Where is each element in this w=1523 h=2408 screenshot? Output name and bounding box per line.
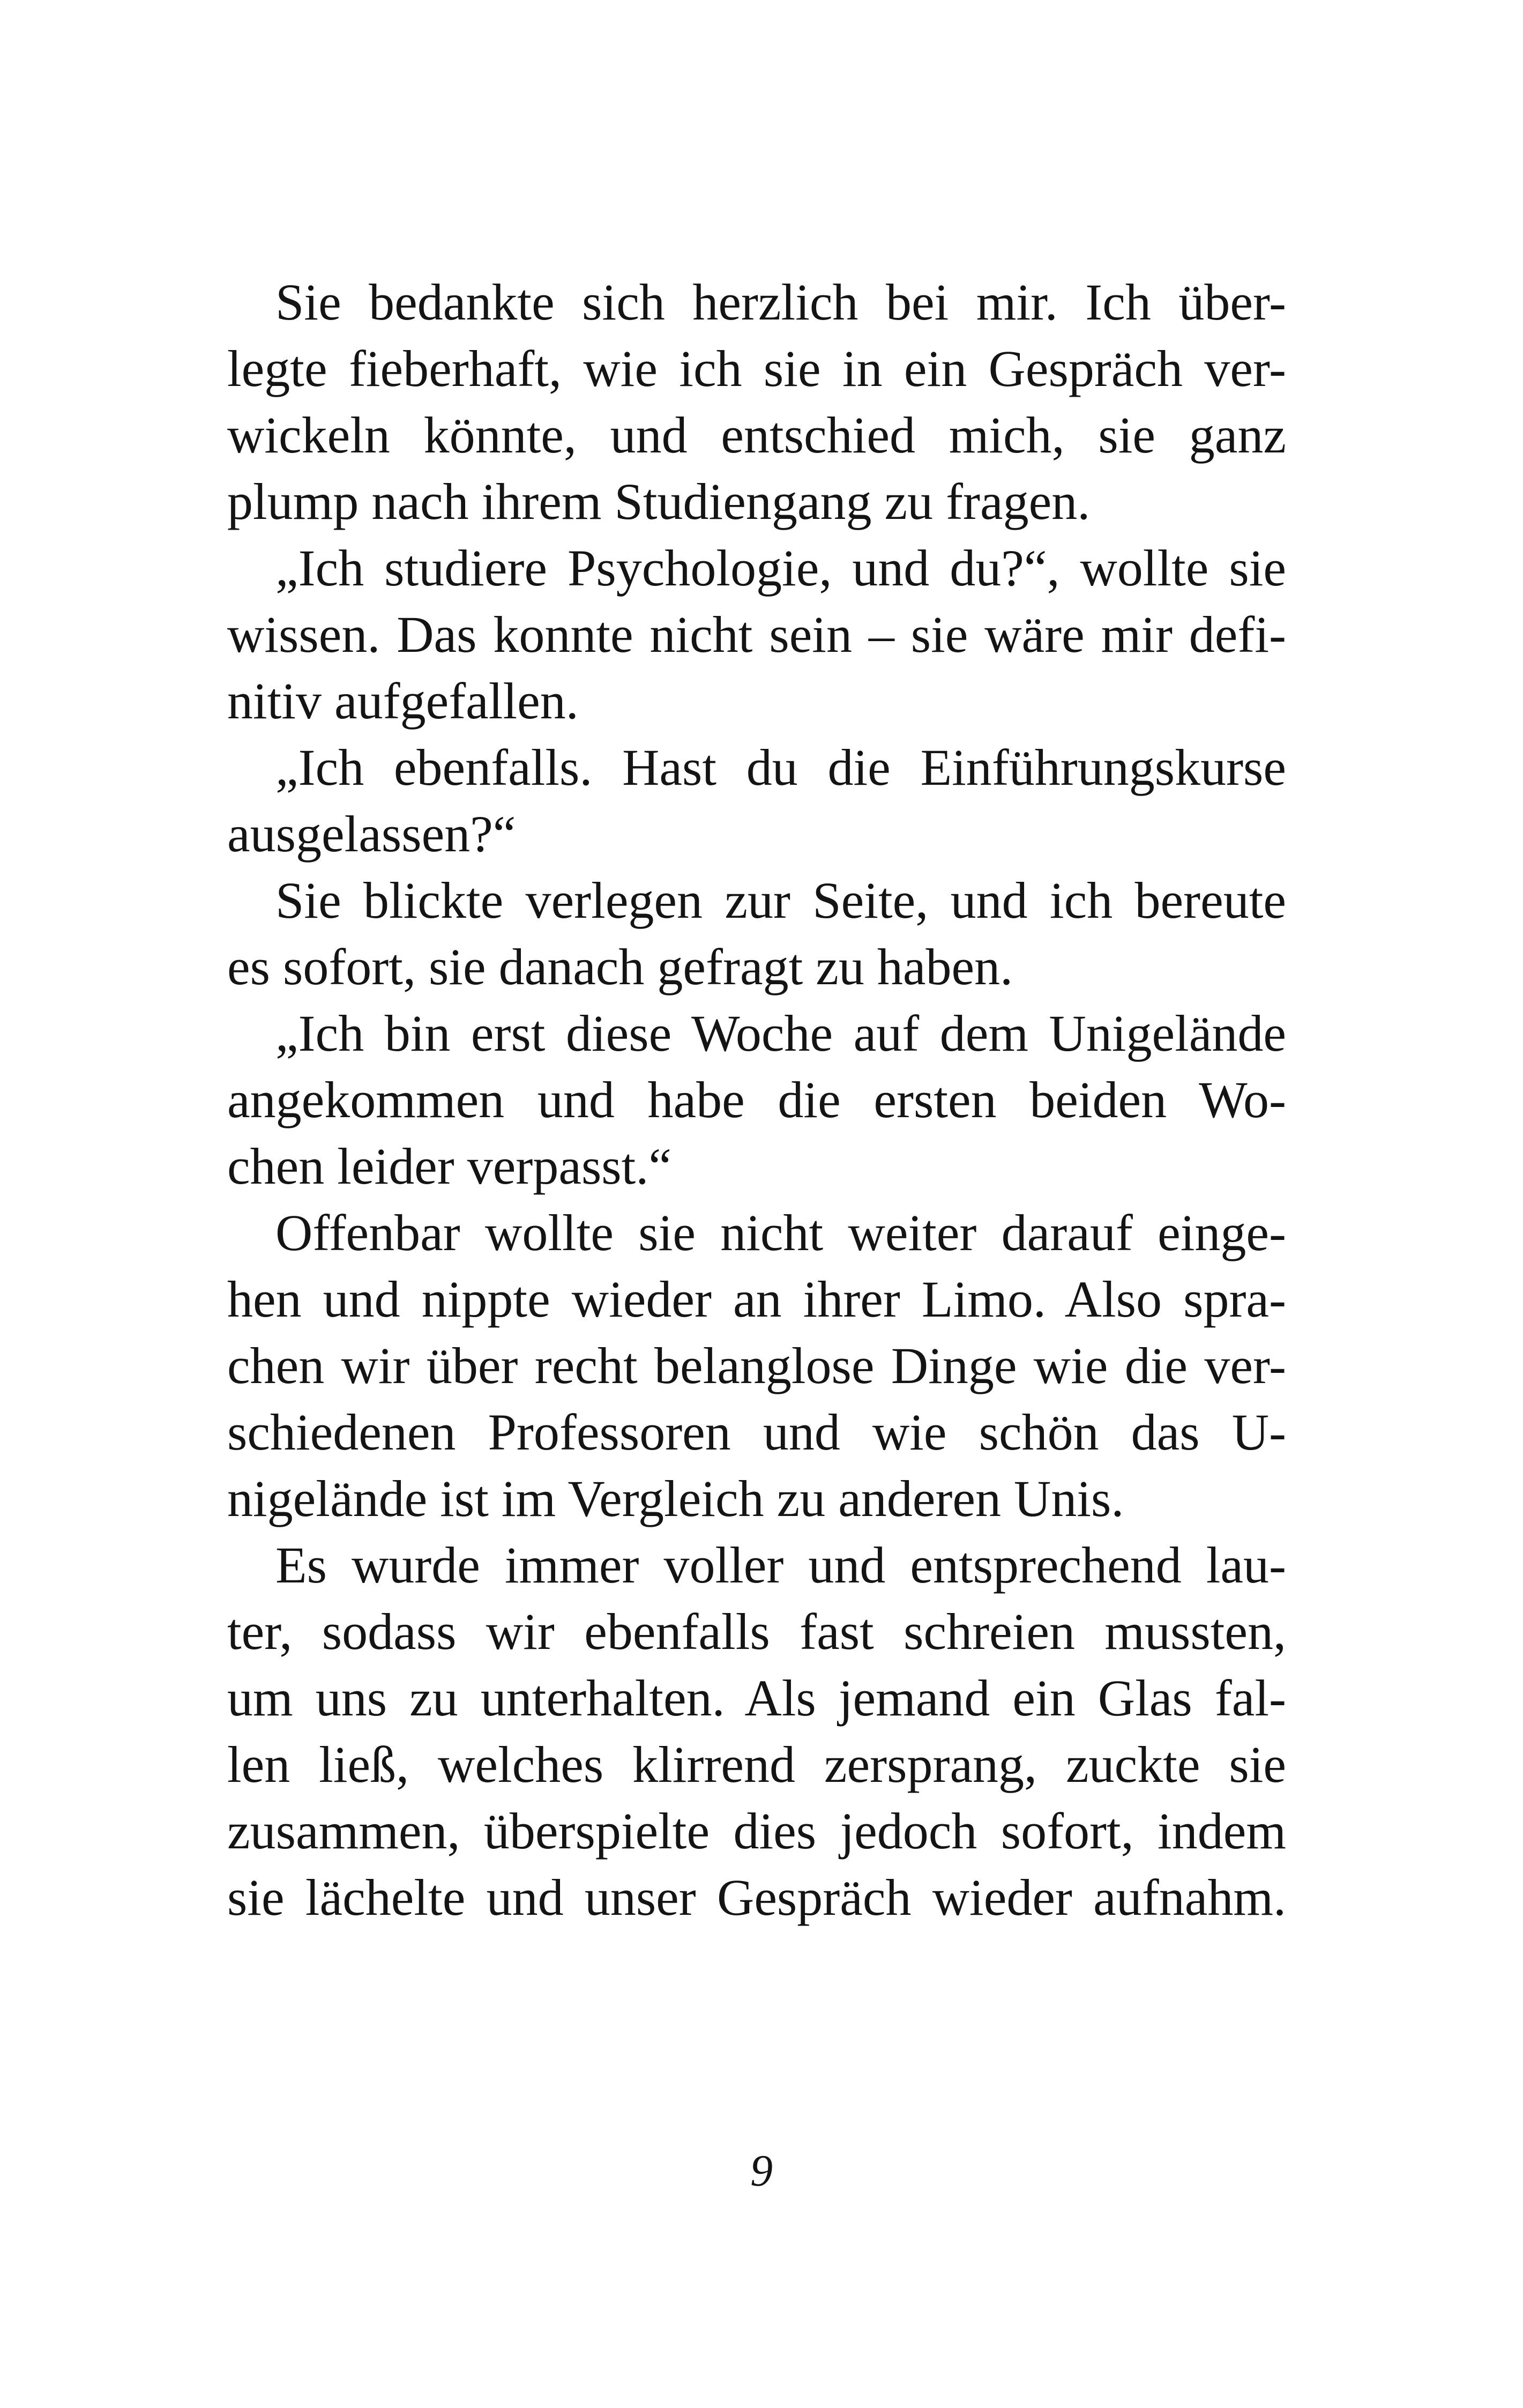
text-line: sie lächelte und unser Gespräch wieder aufnahm. <box>227 1869 1286 1926</box>
text-line: ter, sodass wir ebenfalls fast schreien mussten, <box>227 1603 1286 1660</box>
text-line: hen und nippte wieder an ihrer Limo. Also spra- <box>227 1270 1286 1328</box>
text-line: zusammen, überspielte dies jedoch sofort, indem <box>227 1802 1286 1860</box>
text-line: angekommen und habe die ersten beiden Wo- <box>227 1071 1286 1128</box>
text-line: len ließ, welches klirrend zersprang, zuckte sie <box>227 1736 1286 1793</box>
text-line: Es wurde immer voller und entsprechend lau- <box>275 1536 1286 1594</box>
body-text <box>227 269 1286 1931</box>
text-line: nitiv aufgefallen. <box>227 672 579 730</box>
text-line: nigelände ist im Vergleich zu anderen Unis. <box>227 1470 1124 1527</box>
text-line: plump nach ihrem Studiengang zu fragen. <box>227 473 1091 530</box>
text-line: chen leider verpasst.“ <box>227 1138 671 1195</box>
text-line: ausgelassen?“ <box>227 805 516 863</box>
text-line: es sofort, sie danach gefragt zu haben. <box>227 938 1013 995</box>
text-line: „Ich bin erst diese Woche auf dem Unigelände <box>275 1005 1286 1062</box>
text-line: um uns zu unterhalten. Als jemand ein Glas fal- <box>227 1669 1286 1727</box>
text-line: wickeln könnte, und entschied mich, sie ganz <box>227 406 1286 464</box>
text-line: wissen. Das konnte nicht sein – sie wäre mir defi- <box>227 606 1286 663</box>
page-number: 9 <box>750 2146 773 2196</box>
text-line: Offenbar wollte sie nicht weiter darauf einge- <box>275 1204 1286 1261</box>
text-line: schiedenen Professoren und wie schön das U- <box>227 1403 1286 1461</box>
text-line: legte fieberhaft, wie ich sie in ein Gespräch ver- <box>227 340 1286 397</box>
text-line: Sie bedankte sich herzlich bei mir. Ich über- <box>275 273 1286 331</box>
text-line: „Ich ebenfalls. Hast du die Einführungskurse <box>275 739 1286 796</box>
text-line: chen wir über recht belanglose Dinge wie die ver- <box>227 1337 1286 1394</box>
text-line: „Ich studiere Psychologie, und du?“, wollte sie <box>275 539 1286 597</box>
text-line: Sie blickte verlegen zur Seite, und ich bereute <box>275 872 1286 929</box>
